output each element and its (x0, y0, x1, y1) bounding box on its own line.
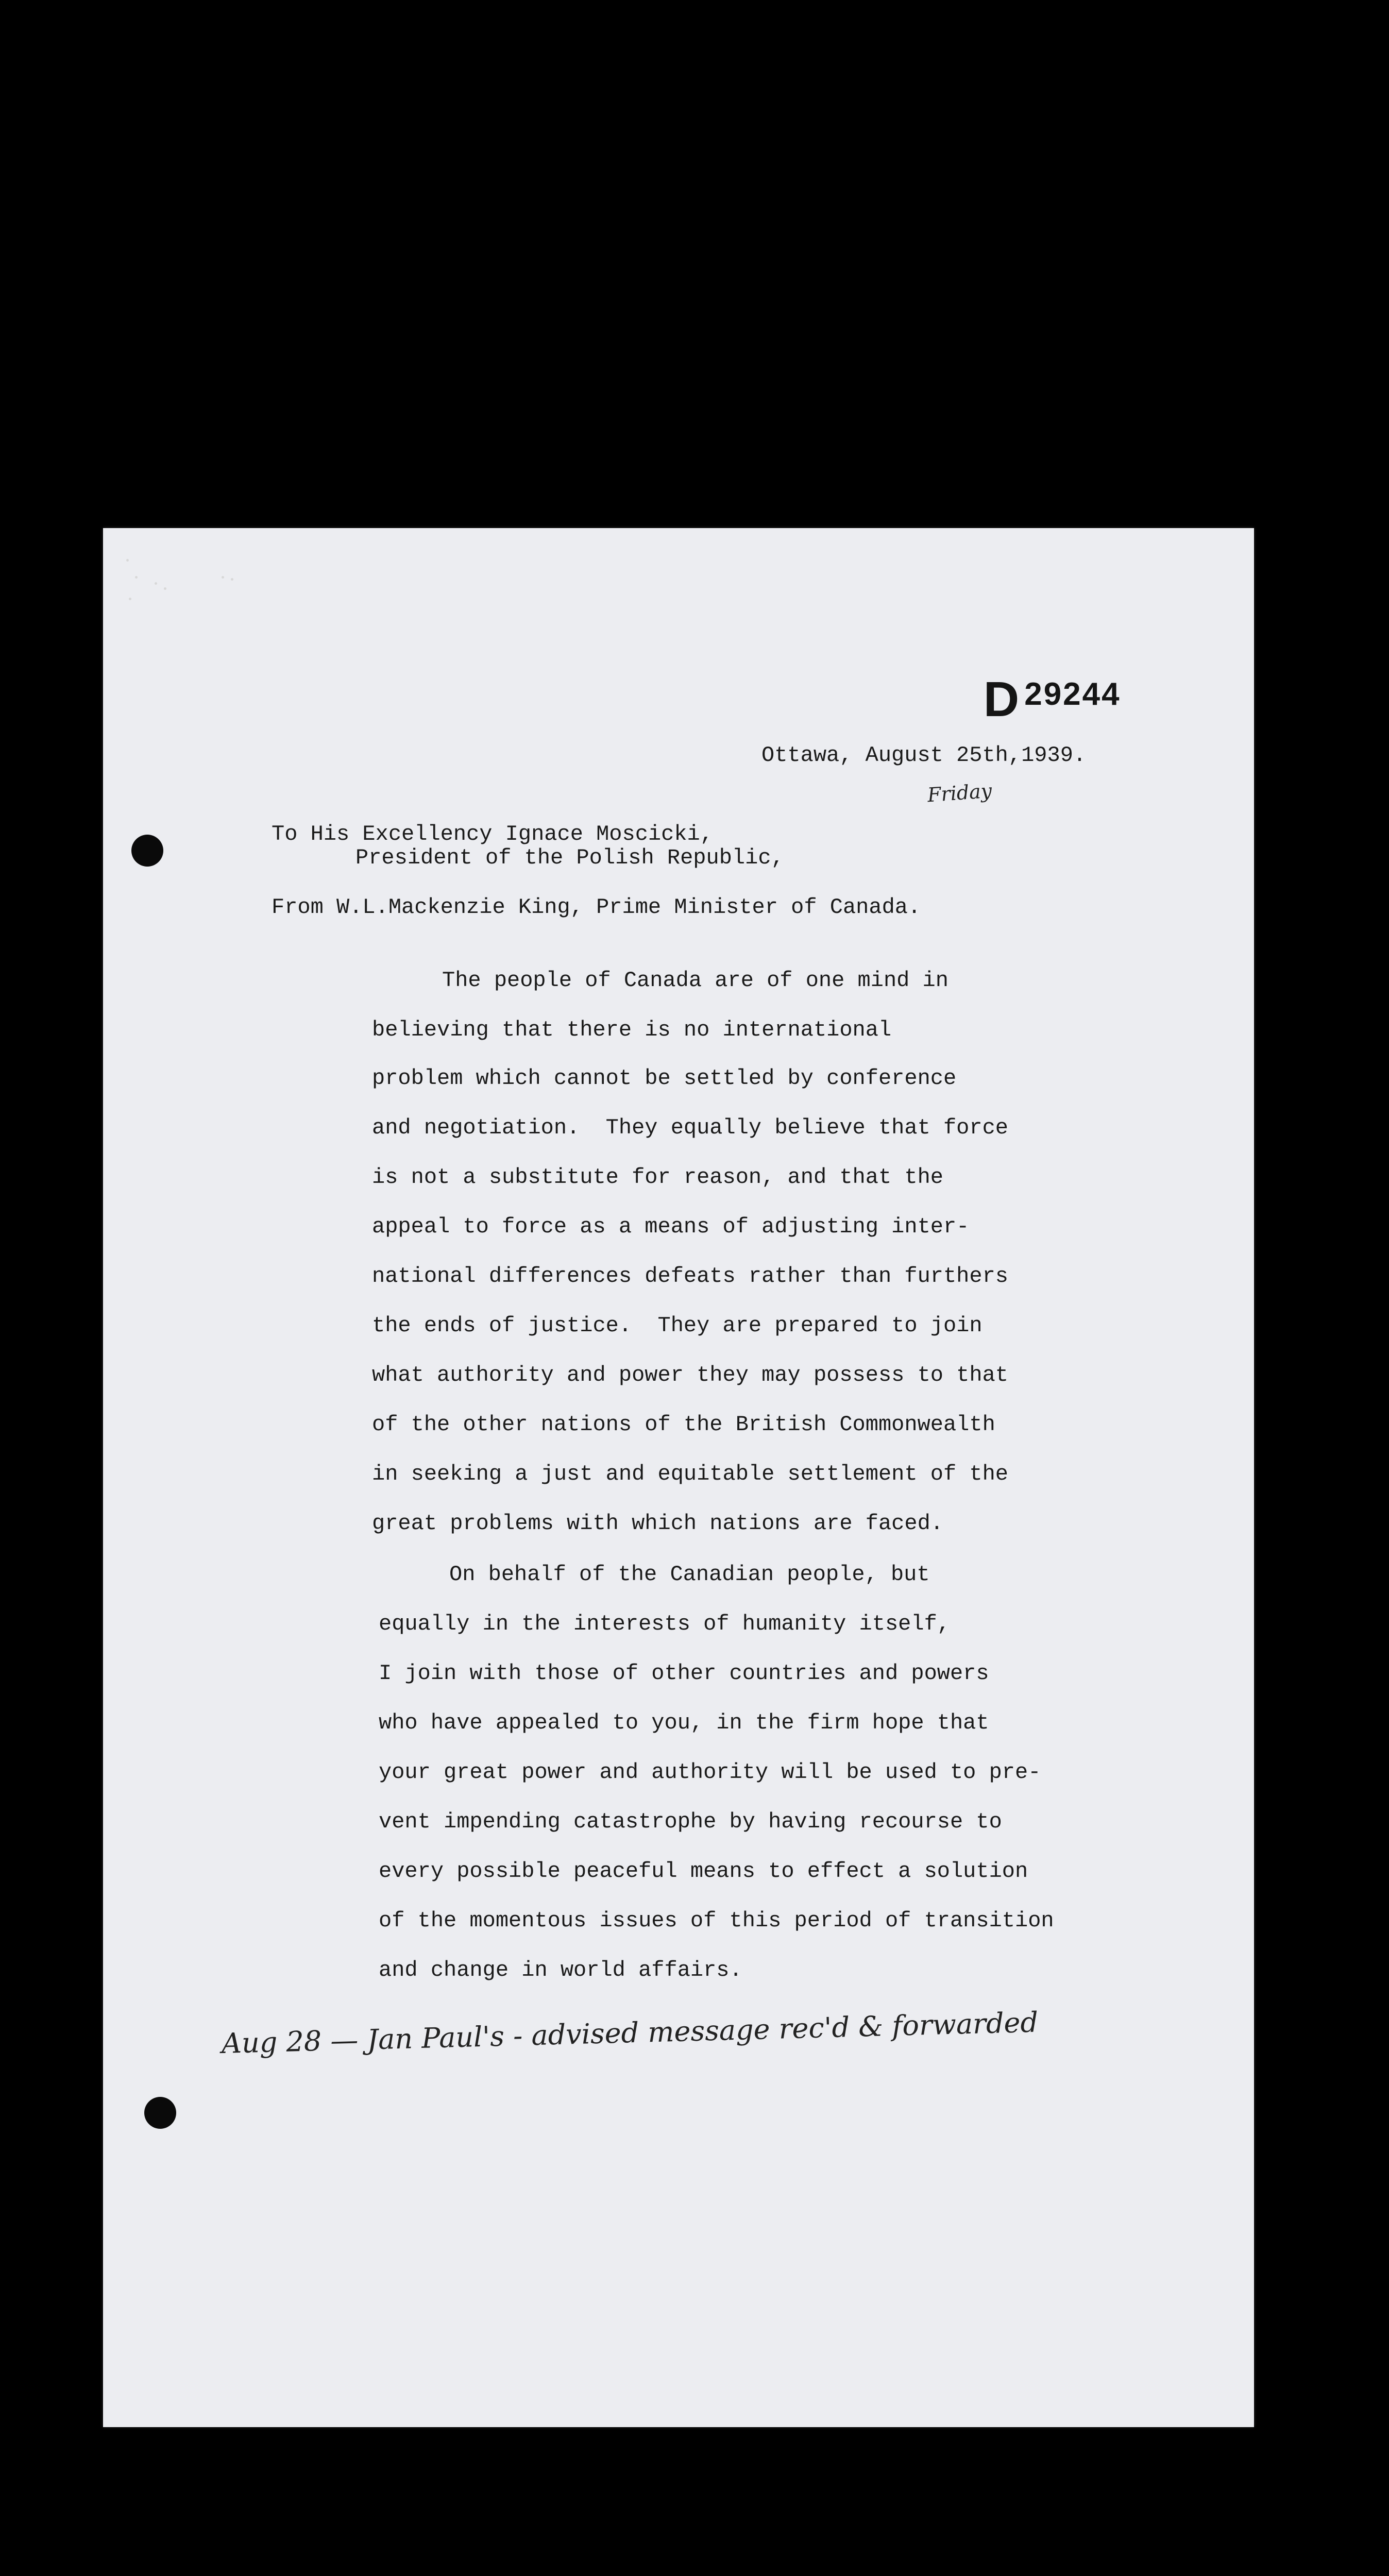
document-number-prefix: D (983, 672, 1020, 727)
body-paragraph-1-line-1: The people of Canada are of one mind in (442, 968, 948, 993)
sender-line: From W.L.Mackenzie King, Prime Minister of Canada. (272, 895, 921, 920)
body-paragraph-1-line-12: great problems with which nations are faced. (372, 1511, 943, 1536)
body-paragraph-1-line-2: believing that there is no international (372, 1018, 892, 1042)
body-paragraph-1-line-5: is not a substitute for reason, and that the (372, 1165, 943, 1190)
addressee-line-1: To His Excellency Ignace Moscicki, (272, 822, 713, 846)
body-paragraph-2-line-4: who have appealed to you, in the firm hope that (379, 1710, 989, 1735)
body-paragraph-2-line-8: of the momentous issues of this period of transition (379, 1908, 1054, 1933)
place-date-line: Ottawa, August 25th,1939. (761, 743, 1087, 768)
body-paragraph-1-line-6: appeal to force as a means of adjusting inter- (372, 1214, 970, 1239)
addressee-line-2: President of the Polish Republic, (355, 845, 784, 870)
body-paragraph-1-line-3: problem which cannot be settled by conference (372, 1066, 957, 1091)
body-paragraph-2-line-3: I join with those of other countries and powers (379, 1661, 989, 1686)
body-paragraph-2-line-7: every possible peaceful means to effect a solution (379, 1859, 1028, 1884)
body-paragraph-1-line-7: national differences defeats rather than furthers (372, 1264, 1009, 1289)
body-paragraph-1-line-8: the ends of justice. They are prepared to join (372, 1313, 983, 1338)
handwritten-note: Aug 28 — Jan Paul's - advised message rec'd & forwarded (221, 2006, 1039, 2060)
document-number: 29244 (1024, 676, 1121, 712)
body-paragraph-2-line-2: equally in the interests of humanity itself, (379, 1612, 950, 1636)
punch-hole-bottom (144, 2097, 176, 2129)
body-paragraph-2-line-1: On behalf of the Canadian people, but (449, 1562, 930, 1587)
punch-hole-top (131, 835, 163, 867)
document-number-stamp (979, 662, 1121, 728)
body-paragraph-2-line-9: and change in world affairs. (379, 1958, 742, 1982)
body-paragraph-1-line-9: what authority and power they may possess to that (372, 1363, 1009, 1387)
handwritten-day-annotation: Friday (926, 779, 993, 807)
body-paragraph-2-line-6: vent impending catastrophe by having recourse to (379, 1809, 1002, 1834)
body-paragraph-2-line-5: your great power and authority will be used to pre- (379, 1760, 1041, 1785)
body-paragraph-1-line-4: and negotiation. They equally believe that force (372, 1115, 1009, 1140)
body-paragraph-1-line-10: of the other nations of the British Commonwealth (372, 1412, 995, 1437)
body-paragraph-1-line-11: in seeking a just and equitable settlement of the (372, 1462, 1009, 1486)
